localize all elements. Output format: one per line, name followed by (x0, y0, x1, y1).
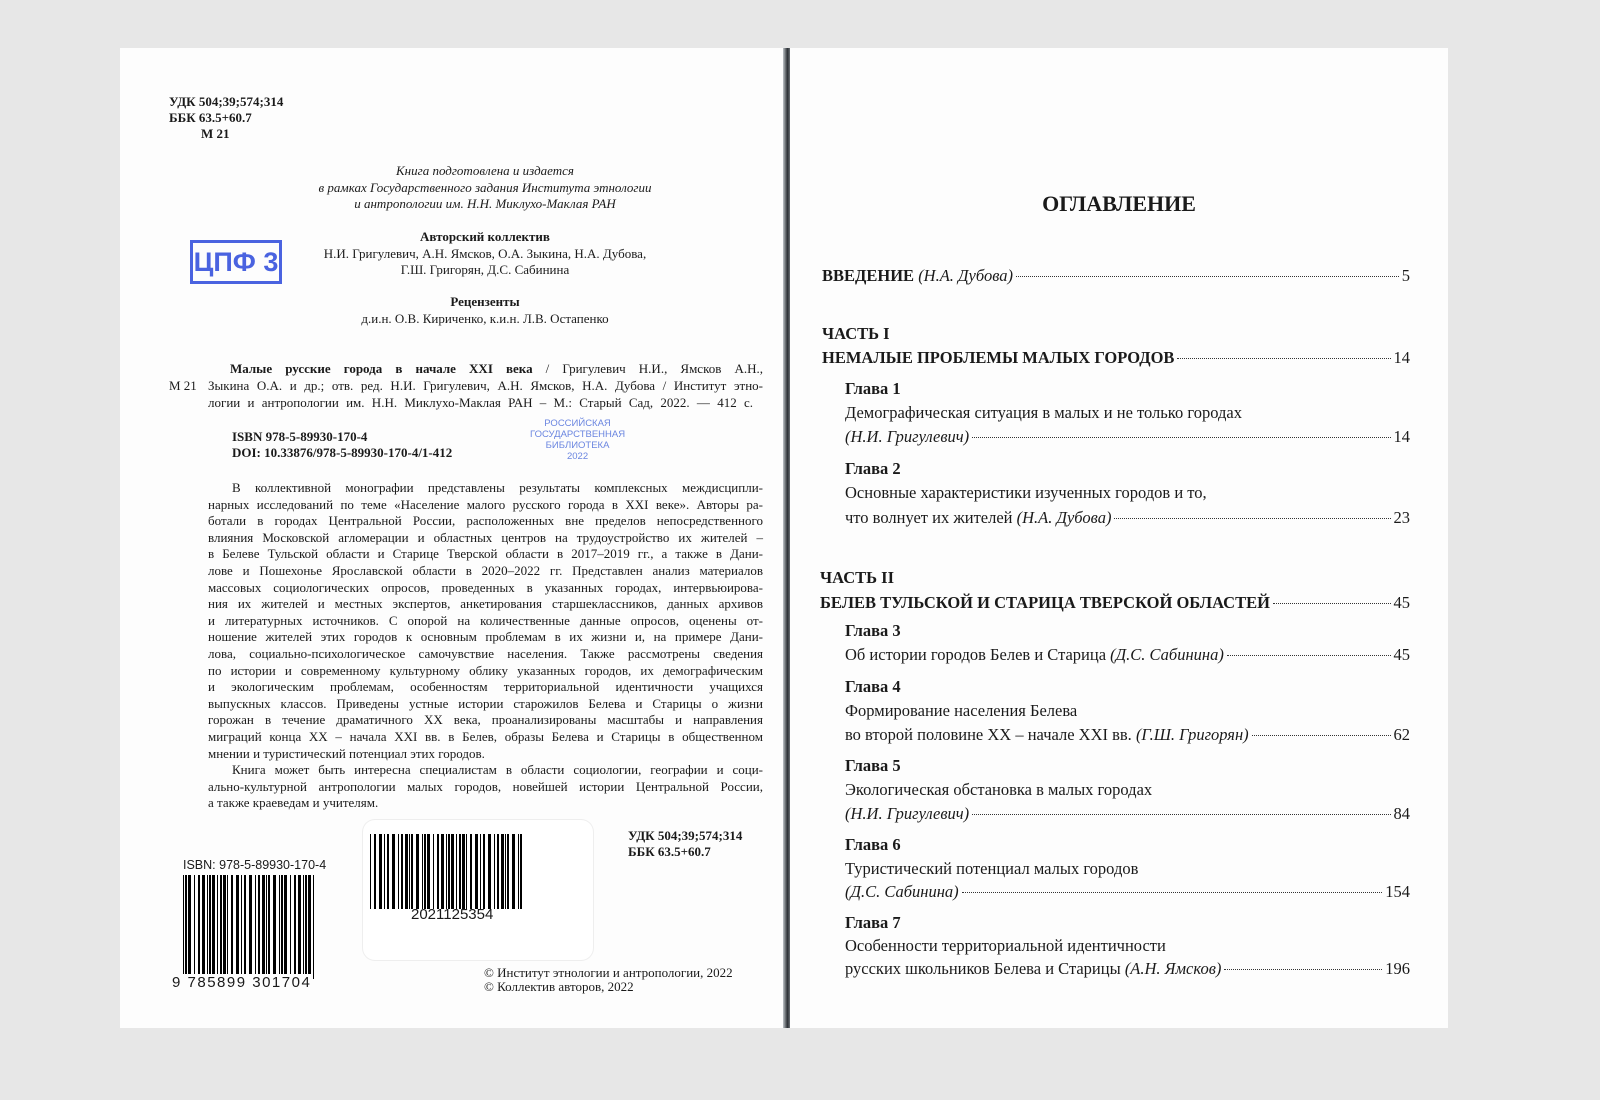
chapter-author: (Н.А. Дубова) (1016, 508, 1112, 527)
toc-entry-chapter[interactable] (845, 427, 1410, 447)
abstract-line: в Белеве Тульской области и Старице Тверской области в 2017–2019 гг., а также в Дани- (208, 546, 763, 562)
prepared-line: в рамках Государственного задания Института этнологии (318, 179, 652, 195)
authors-line: Г.Ш. Григорян, Д.С. Сабинина (400, 262, 570, 278)
barcode-bar (520, 834, 522, 909)
barcode-bar (273, 875, 276, 979)
abstract-line: по истории и современному культурному облику указанных городов, их демографическим (208, 662, 763, 678)
chapter-author: (Н.И. Григулевич) (845, 804, 970, 823)
isbn: ISBN 978-5-89930-170-4 (232, 429, 368, 444)
reviewers-block (290, 294, 680, 327)
isbn-barcode-digits: 9 785899 301704 (172, 974, 312, 991)
barcode-bar (194, 875, 195, 979)
page-number: 45 (1393, 593, 1410, 612)
isbn-barcode-label: ISBN: 978-5-89930-170-4 (183, 858, 327, 872)
toc-intro-label: ВВЕДЕНИЕ (822, 266, 915, 285)
barcode-bar (462, 834, 465, 909)
barcode-bar (401, 834, 403, 909)
abstract-line: горожан в течение драматичного XX века, проанализированы масштабы и направления (208, 712, 763, 728)
barcode-bar (488, 834, 491, 909)
barcode-bar (370, 834, 371, 909)
authors-heading: Авторский коллектив (420, 229, 550, 244)
biblio-line-3: логии и антропологии им. Н.Н. Миклухо-Маклая РАН – М.: Старый Сад, 2022. — 412 с. (208, 395, 753, 410)
barcode-bar (494, 834, 495, 909)
abstract-line: и экологическим проблемам, особенностям территориальной идентичности учащихся (208, 679, 763, 695)
page-number: 45 (1393, 645, 1410, 664)
barcode-bar (451, 834, 454, 909)
chapter-title-line: во второй половине XX – начале XXI вв. (845, 725, 1136, 744)
barcode-bar (387, 834, 389, 909)
barcode-bar (437, 834, 439, 909)
barcode-bar (249, 875, 252, 979)
barcode-bar (501, 834, 504, 909)
part1-title: НЕМАЛЫЕ ПРОБЛЕМЫ МАЛЫХ ГОРОДОВ (822, 348, 1175, 367)
barcode-bar (384, 834, 385, 909)
chapter-label: Глава 3 (845, 621, 901, 640)
prepared-line: Книга подготовлена и издается (396, 163, 574, 178)
author-mark: М 21 (201, 126, 230, 141)
barcode-bar (244, 875, 246, 979)
barcode-bar (422, 834, 423, 909)
barcode-bar (446, 834, 447, 909)
chapter-title[interactable]: Основные характеристики изученных городов и то, (845, 483, 1207, 502)
dot-leader (962, 892, 1383, 893)
chapter-title[interactable]: Особенности территориальной идентичности (845, 936, 1166, 955)
page-number: 154 (1385, 882, 1410, 901)
barcode-bar (505, 834, 506, 909)
barcode-bar (284, 875, 287, 979)
toc-entry-chapter[interactable] (845, 882, 1410, 902)
bbk: ББК 63.5+60.7 (169, 110, 252, 125)
chapter-title-line: что волнует их жителей (845, 508, 1017, 527)
barcode-bar (480, 834, 481, 909)
reviewers-heading: Рецензенты (450, 294, 520, 309)
chapter-title-line: Об истории городов Белев и Старица (845, 645, 1111, 664)
library-sticker (363, 820, 593, 960)
chapter-author: (Д.С. Сабинина) (1110, 645, 1224, 664)
toc-entry-chapter[interactable] (845, 804, 1410, 824)
barcode-bar (313, 875, 314, 979)
barcode-bar (507, 834, 509, 909)
barcode-bar (236, 875, 239, 979)
barcode-bar (483, 834, 485, 909)
abstract-line: ния их жителей и местных экспертов, анкетирования старшеклассников, данных архивов (208, 596, 763, 612)
copyright-institute: © Институт этнологии и антропологии, 2022 (484, 965, 733, 980)
library-stamp-line: 2022 (566, 451, 589, 462)
chapter-author: (Г.Ш. Григорян) (1135, 725, 1249, 744)
page-number: 62 (1393, 725, 1410, 744)
bbk-bottom: ББК 63.5+60.7 (628, 844, 711, 859)
left-page (120, 48, 786, 1028)
barcode-bar (220, 875, 222, 979)
barcode-bar (290, 875, 291, 979)
barcode-bar (188, 875, 191, 979)
dot-leader (972, 437, 1390, 438)
toc-entry-intro[interactable] (822, 266, 1410, 286)
barcode-bar (281, 875, 283, 979)
barcode-bar (456, 834, 457, 909)
barcode-bar (231, 875, 233, 979)
library-stamp-line: РОССИЙСКАЯ (544, 418, 611, 429)
barcode-bar (298, 875, 301, 979)
dot-leader (972, 814, 1390, 815)
barcode-bar (497, 834, 499, 909)
chapter-label: Глава 4 (845, 677, 901, 696)
barcode-bar (223, 875, 226, 979)
barcode-bar (459, 834, 461, 909)
prepared-line: и антропологии им. Н.Н. Миклухо-Маклая РАН (354, 196, 616, 212)
page-number: 14 (1393, 348, 1410, 367)
barcode-bar (374, 834, 376, 909)
abstract-line: и литературных источников. С опорой на количественные данные опросов, оценены от- (208, 612, 763, 628)
barcode-bar (392, 834, 395, 909)
barcode-bar (185, 875, 187, 979)
barcode-bar (207, 875, 208, 979)
dot-leader (1114, 518, 1390, 519)
abstract-line: влияния Московской агломерации и областных центров на трудоустройство их жителей – (208, 529, 763, 545)
abstract-line: выпускных классов. Приведены устные истории старожилов Белева и Старицы о жизни (208, 695, 763, 711)
toc-entry-chapter[interactable] (845, 725, 1410, 745)
biblio-mark: М 21 (169, 378, 197, 393)
page-number: 23 (1393, 508, 1410, 527)
barcode-bar (427, 834, 430, 909)
barcode-bar (512, 834, 515, 909)
toc-entry-part1[interactable] (822, 348, 1410, 368)
biblio-line-2: Зыкина О.А. и др.; отв. ред. Н.И. Григулевич, А.Н. Ямсков, Н.А. Дубова / Институт этно- (208, 378, 763, 393)
toc-title: ОГЛАВЛЕНИЕ (1042, 191, 1196, 216)
chapter-title[interactable]: Демографическая ситуация в малых и не только городах (845, 403, 1242, 422)
right-page (790, 48, 1448, 1028)
abstract-line: лове и Пошехонье Ярославской области в 2020–2022 гг. Представлен анализ материалов (208, 562, 763, 578)
abstract (208, 480, 763, 812)
barcode-bar (475, 834, 478, 909)
chapter-label: Глава 7 (845, 913, 901, 932)
chapter-label: Глава 2 (845, 459, 901, 478)
barcode-bar (255, 875, 256, 979)
part2-label: ЧАСТЬ II (820, 568, 895, 587)
library-stamp (530, 418, 625, 462)
toc-intro-author: (Н.А. Дубова) (918, 266, 1013, 285)
barcode-bar (433, 834, 434, 909)
page-number: 5 (1401, 266, 1410, 285)
abstract-line: ботали в городах Центральной России, расположенных вне пределов непосредственного (208, 513, 763, 529)
chapter-author: (Д.С. Сабинина) (845, 882, 959, 901)
dot-leader (1224, 969, 1382, 970)
barcode-bar (411, 834, 413, 909)
barcode-bar (303, 875, 304, 979)
chapter-author: (Н.И. Григулевич) (845, 427, 970, 446)
barcode-bar (470, 834, 472, 909)
biblio-line-1 (230, 361, 763, 378)
authors-block (290, 229, 680, 279)
part1-label: ЧАСТЬ I (822, 324, 890, 343)
udk-bottom: УДК 504;39;574;314 (628, 828, 743, 843)
barcode-bar (409, 834, 410, 909)
reviewers: д.и.н. О.В. Кириченко, к.и.н. Л.В. Остапенко (361, 310, 609, 326)
abstract-line: мнении и туристический потенциал этих городов. (208, 745, 485, 761)
barcode-bar (209, 875, 211, 979)
toc-entry-chapter[interactable] (845, 508, 1410, 528)
barcode-bar (518, 834, 519, 909)
barcode-bar (416, 834, 419, 909)
barcode-bar (217, 875, 218, 979)
page-number: 196 (1385, 959, 1410, 978)
isbn-barcode (183, 875, 318, 979)
barcode-bar (466, 834, 467, 909)
dot-leader (1273, 603, 1391, 604)
barcode-bar (398, 834, 399, 909)
chapter-title[interactable]: Формирование населения Белева (845, 701, 1078, 720)
chapter-title-line: русских школьников Белева и Старицы (845, 959, 1125, 978)
chapter-title[interactable]: Экологическая обстановка в малых городах (845, 780, 1153, 799)
barcode-bar (405, 834, 408, 909)
library-stamp-line: ГОСУДАРСТВЕННАЯ (530, 429, 626, 440)
udk: УДК 504;39;574;314 (169, 94, 284, 109)
chapter-title[interactable]: Туристический потенциал малых городов (845, 859, 1139, 878)
barcode-bar (202, 875, 205, 979)
barcode-bar (441, 834, 444, 909)
barcode-bar (258, 875, 260, 979)
barcode-bar (305, 875, 307, 979)
chapter-label: Глава 1 (845, 379, 901, 398)
abstract-line: миграций конца XX – начала XXI вв. в Белев, образы Белева и Старицы в общественном (208, 728, 763, 744)
doi: DOI: 10.33876/978-5-89930-170-4/1-412 (232, 445, 453, 460)
biblio-authors: / Григулевич Н.И., Ямсков А.Н., (532, 361, 763, 376)
abstract-line: нарных исследований по теме «Население малого русского города в XXI веке». Авторы ра- (208, 496, 763, 512)
barcode-bar (183, 875, 184, 979)
chapter-label: Глава 6 (845, 835, 901, 854)
chapter-label: Глава 5 (845, 756, 901, 775)
barcode-bar (294, 875, 296, 979)
barcode-bar (266, 875, 267, 979)
abstract-line: ально-культурной антропологии малых городов, новейшей истории Центральной России, (208, 778, 763, 794)
dot-leader (1177, 358, 1390, 359)
dot-leader (1252, 735, 1391, 736)
sticker-number: 2021125354 (411, 906, 494, 923)
dot-leader (1016, 276, 1399, 277)
sticker-barcode (370, 834, 548, 909)
abstract-line: Книга может быть интересна специалистам в области социологии, географии и соци- (232, 762, 763, 778)
library-stamp-line: БИБЛИОТЕКА (545, 440, 610, 451)
abstract-line: В коллективной монографии представлены результаты комплексных междисципли- (232, 480, 763, 495)
barcode-bar (262, 875, 265, 979)
book-title: Малые русские города в начале XXI века (230, 361, 533, 376)
barcode-bar (424, 834, 426, 909)
abstract-line: а также краеведам и учителям. (208, 795, 379, 811)
barcode-bar (448, 834, 450, 909)
toc-entry-chapter[interactable] (845, 645, 1410, 665)
page-number: 14 (1393, 427, 1410, 446)
barcode-bar (198, 875, 200, 979)
copyright-authors: © Коллектив авторов, 2022 (484, 979, 634, 994)
abstract-line: массовых социологических опросов, проведенных в указанных городах, интервьюирова- (208, 579, 763, 595)
abstract-line: ношение жителей этих городов к основным проблемам в их жизни и, на примере Дани- (208, 629, 763, 645)
barcode-bar (212, 875, 215, 979)
abstract-line: лова, социально-психологическое самочувствие населения. Также рассмотрены сведения (208, 645, 763, 661)
page-number: 84 (1393, 804, 1410, 823)
barcode-bar (379, 834, 382, 909)
barcode-bar (268, 875, 270, 979)
barcode-bar (308, 875, 311, 979)
barcode-bar (227, 875, 228, 979)
cpf-stamp: ЦПФ 3 (190, 240, 282, 284)
part2-title: БЕЛЕВ ТУЛЬСКОЙ И СТАРИЦА ТВЕРСКОЙ ОБЛАСТЕЙ (820, 593, 1270, 612)
barcode-bar (241, 875, 242, 979)
authors-line: Н.И. Григулевич, А.Н. Ямсков, О.А. Зыкина, Н.А. Дубова, (323, 245, 647, 261)
toc-entry-chapter[interactable] (845, 959, 1410, 979)
barcode-bar (279, 875, 280, 979)
chapter-author: (А.Н. Ямсков) (1124, 959, 1222, 978)
prepared-note (300, 163, 670, 213)
toc-entry-part2[interactable] (820, 593, 1410, 613)
dot-leader (1227, 655, 1391, 656)
